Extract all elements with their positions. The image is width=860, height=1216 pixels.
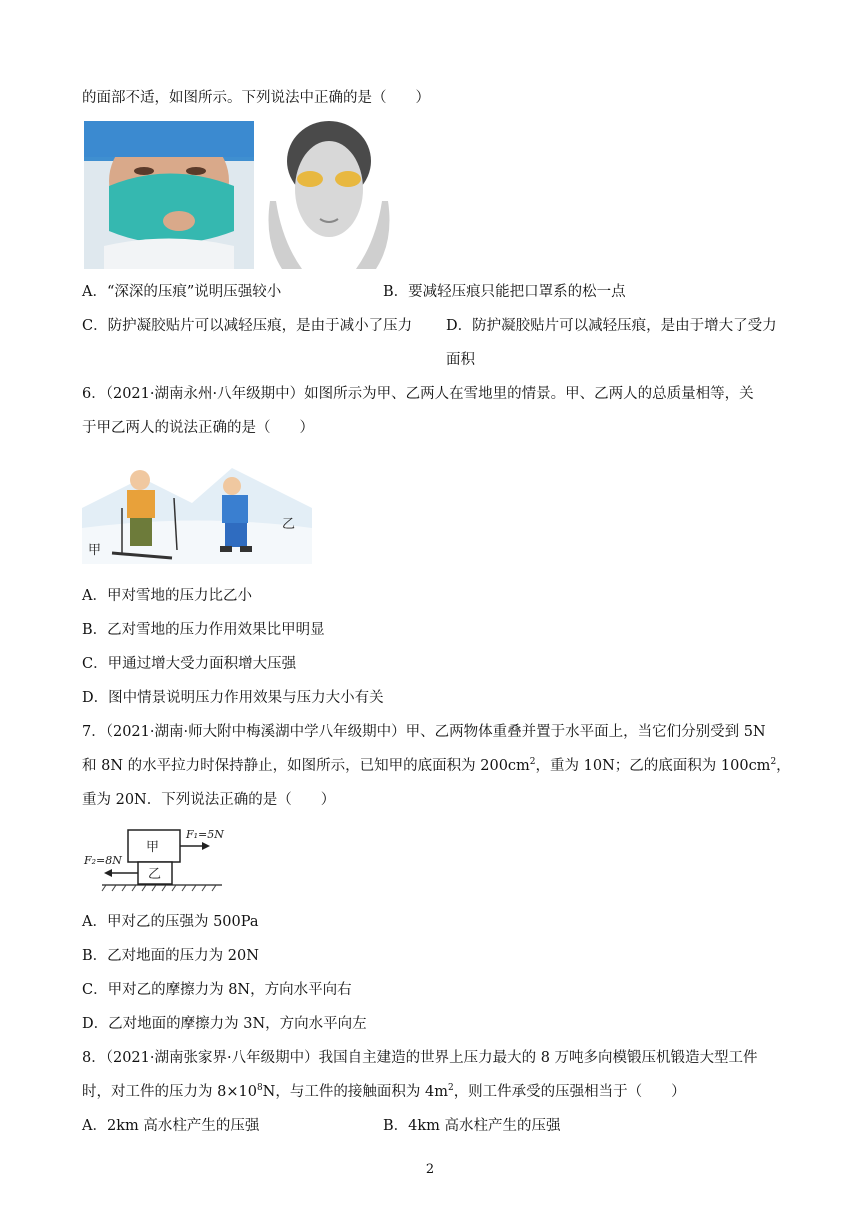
q6-option-d: D．图中情景说明压力作用效果与压力大小有关 <box>82 690 384 706</box>
q8-option-b: B．4km 高水柱产生的压强 <box>383 1118 561 1134</box>
q7-option-b: B．乙对地面的压力为 20N <box>82 948 259 964</box>
superscript: 2 <box>770 757 777 767</box>
question-5-stem-tail: 的面部不适，如图所示。下列说法中正确的是（ ） <box>82 90 430 106</box>
face-patch-photo <box>262 121 396 269</box>
block-yi-label: 乙 <box>148 867 162 882</box>
force-f2-label: F₂=8N <box>84 854 122 867</box>
q5-option-a: A．“深深的压痕”说明压强较小 <box>82 284 282 300</box>
question-8-stem-line1: 8．（2021·湖南张家界·八年级期中）我国自主建造的世界上压力最大的 8 万吨多向模锻压机锻造大型工件 <box>82 1050 758 1066</box>
q7-text-c: ， <box>776 758 791 774</box>
q8-text-c: ，则工件承受的压强相当于（ ） <box>453 1084 686 1100</box>
superscript: 8 <box>256 1083 263 1093</box>
q5-option-c: C．防护凝胶贴片可以减轻压痕，是由于减小了压力 <box>82 318 413 334</box>
question-7-stem-line2 <box>82 756 791 776</box>
q7-text-a: 和 8N 的水平拉力时保持静止，如图所示，已知甲的底面积为 200cm <box>82 758 530 774</box>
question-7-stem-line3: 重为 20N．下列说法正确的是（ ） <box>82 792 336 808</box>
q8-text-b: N，与工件的接触面积为 4m <box>262 1084 448 1100</box>
q7-text-b: ，重为 10N；乙的底面积为 100cm <box>535 758 771 774</box>
q7-option-d: D．乙对地面的摩擦力为 3N，方向水平向左 <box>82 1016 367 1032</box>
q6-option-c: C．甲通过增大受力面积增大压强 <box>82 656 297 672</box>
q6-option-a: A．甲对雪地的压力比乙小 <box>82 588 252 604</box>
q5-option-d-text: D．防护凝胶贴片可以减轻压痕，是由于增大了受力面积 <box>446 318 777 368</box>
q5-option-b: B．要减轻压痕只能把口罩系的松一点 <box>383 284 626 300</box>
stacked-blocks-figure <box>82 824 230 898</box>
q8-option-a: A．2km 高水柱产生的压强 <box>82 1118 260 1134</box>
superscript: 2 <box>529 757 536 767</box>
q7-option-a: A．甲对乙的压强为 500Pa <box>82 914 259 930</box>
force-f1-label: F₁=5N <box>186 828 224 841</box>
snow-skiers-figure <box>82 458 312 564</box>
block-jia-label: 甲 <box>146 840 160 855</box>
question-7-stem-line1: 7．（2021·湖南·师大附中梅溪湖中学八年级期中）甲、乙两物体重叠并置于水平面上，当它们分别受到 5N <box>82 724 766 740</box>
label-yi: 乙 <box>282 517 296 532</box>
q7-option-c: C．甲对乙的摩擦力为 8N，方向水平向右 <box>82 982 352 998</box>
mask-photo <box>84 121 254 269</box>
q6-option-b: B．乙对雪地的压力作用效果比甲明显 <box>82 622 325 638</box>
question-8-stem-line2 <box>82 1082 686 1102</box>
label-jia: 甲 <box>88 543 102 558</box>
page-number: 2 <box>425 1162 435 1177</box>
superscript: 2 <box>447 1083 454 1093</box>
q8-text-a: 时，对工件的压力为 8×10 <box>82 1084 257 1100</box>
q5-option-d <box>446 316 781 377</box>
question-6-stem-line2: 于甲乙两人的说法正确的是（ ） <box>82 420 314 436</box>
question-6-stem-line1: 6．（2021·湖南永州·八年级期中）如图所示为甲、乙两人在雪地里的情景。甲、乙两人的总质量相等，关 <box>82 386 754 402</box>
